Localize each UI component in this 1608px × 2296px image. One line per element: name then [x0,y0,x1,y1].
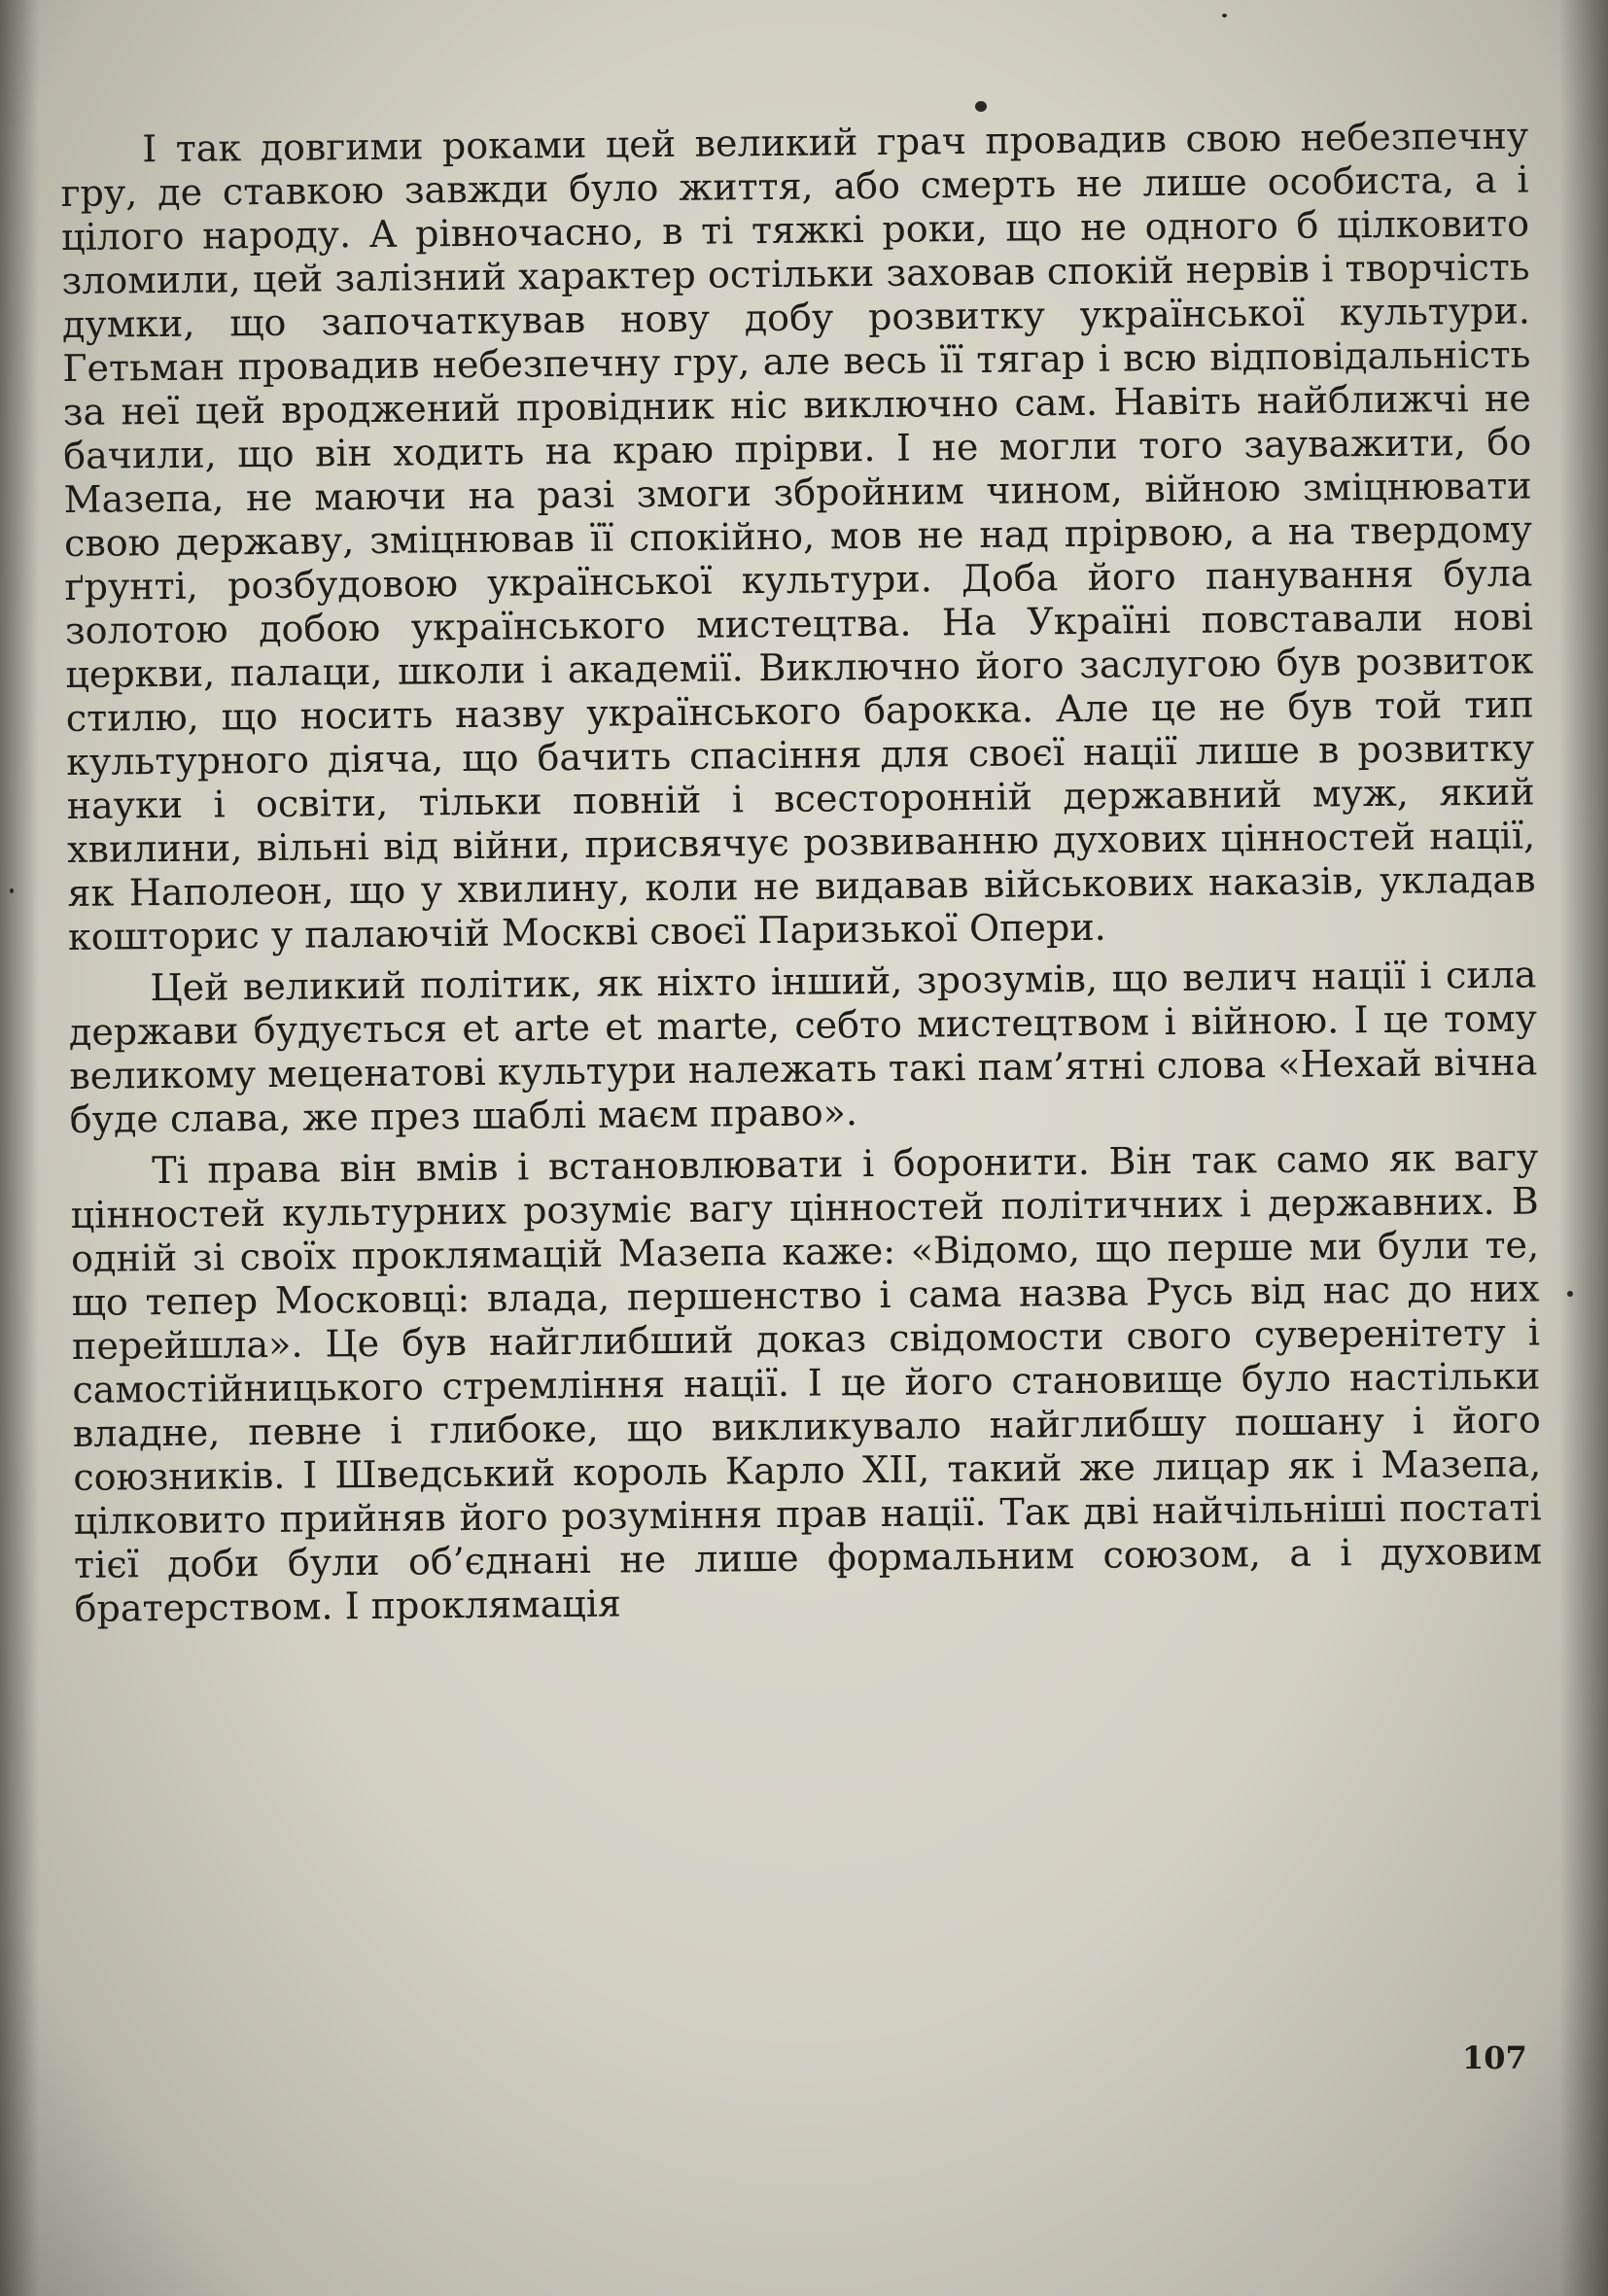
ink-speck [10,888,14,893]
ink-speck [1222,14,1227,17]
page-number: 107 [1462,2039,1527,2076]
paragraph: Ті права він вмів і встановлювати і боронити. Він так само як вагу цінностей культурних розуміє вагу цінностей політичних і державних. В одній зі своїх проклямацій Мазепа каже: «Відомо, що перше ми були те, що тепер Московці: влада, першенство і сама назва Русь від нас до них перейшла». Це був найглибший доказ свідомости свого суверенітету і самостійницького стремління нації. І це його становище було настільки владне, певне і глибоке, що викликувало найглибшу пошану і його союзників. І Шведський король Карло XII, такий же лицар як і Мазепа, цілковито прийняв його розуміння прав нації. Так дві найчільніші постаті тієї доби були об’єднані не лише формальним союзом, а і духовим братерством. І проклямація [70,1135,1543,1630]
paragraph: Цей великий політик, як ніхто інший, зрозумів, що велич нації і сила держави будується et arte et marte, себто мистецтвом і війною. І це тому великому меценатові культури належать такі пам’ятні слова «Нехай вічна буде слава, же през шаблі маєм право». [68,953,1538,1141]
paragraph: І так довгими роками цей великий грач провадив свою небезпечну гру, де ставкою завжди було життя, або смерть не лише особиста, а і цілого народу. А рівночасно, в ті тяжкі роки, що не одного б цілковито зломили, цей залізний характер остільки заховав спокій нервів і творчість думки, що започаткував нову добу розвитку української культури. Гетьман провадив небезпечну гру, але весь її тягар і всю відповідальність за неї цей вроджений провідник ніс виключно сам. Навіть найближчі не бачили, що він ходить на краю прірви. І не могли того зауважити, бо Мазепа, не маючи на разі змоги збройним чином, війною зміцнювати свою державу, зміцнював її спокійно, мов не над прірвою, а на твердому ґрунті, розбудовою української культури. Доба його панування була золотою добою українського мистецтва. На Україні повставали нові церкви, палаци, школи і академії. Виключно його заслугою був розвиток стилю, що носить назву українського барокка. Але це не був той тип культурного діяча, що бачить спасіння для своєї нації лише в розвитку науки і освіти, тільки повній і всесторонній державний муж, який хвилини, вільні від війни, присвячує розвиванню духових цінностей нації, як Наполеон, що у хвилину, коли не видавав військових наказів, укладав кошторис у палаючій Москві своєї Паризької Опери. [60,114,1536,958]
body-text [60,115,1543,1631]
page-edge-shadow-right [1559,0,1608,2296]
ink-speck [975,101,987,112]
page-edge-shadow-left [0,0,39,2296]
ink-speck [1567,1291,1573,1297]
